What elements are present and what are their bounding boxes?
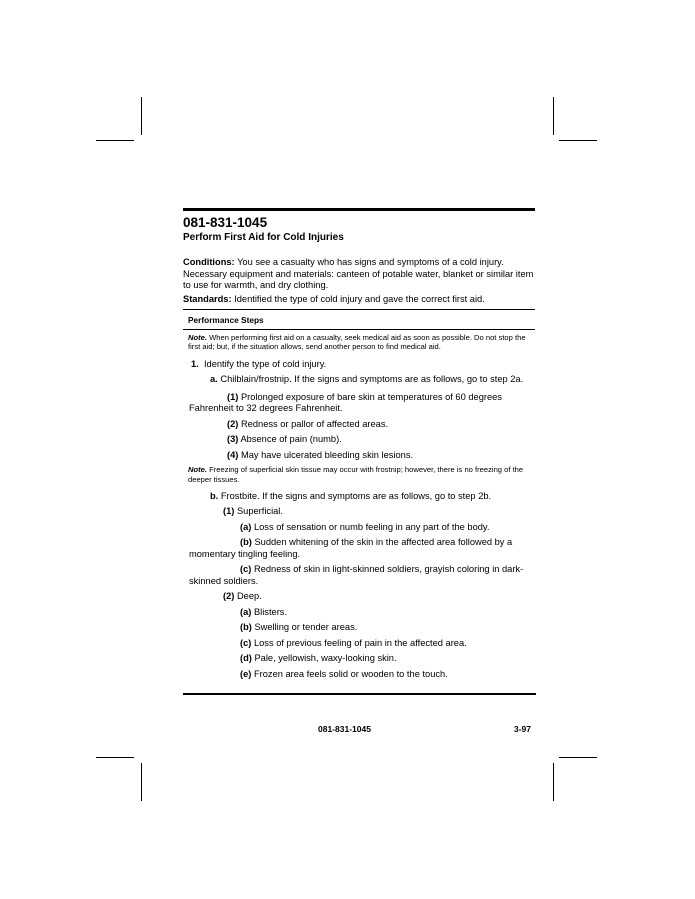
crop-mark-bottom-left-vertical bbox=[141, 763, 142, 801]
standards bbox=[183, 294, 535, 306]
step-1b-deep-item bbox=[183, 622, 535, 634]
step-number: (1) bbox=[223, 506, 235, 517]
step-number: (2) bbox=[223, 591, 235, 602]
step-number: (b) bbox=[240, 622, 252, 633]
step-text: Pale, yellowish, waxy-looking skin. bbox=[254, 653, 397, 664]
conditions-text: You see a casualty who has signs and symptoms of a cold injury. Necessary equipment and materials: canteen of potable water, blanket or similar item to use for warmth, and dry clothing. bbox=[183, 257, 534, 291]
step-text: Identify the type of cold injury. bbox=[203, 358, 327, 369]
note-label: Note. bbox=[188, 465, 207, 475]
top-rule bbox=[183, 208, 535, 211]
step-text: Redness of skin in light-skinned soldiers, grayish coloring in dark-skinned soldiers. bbox=[189, 564, 524, 586]
step-1a-item bbox=[183, 419, 535, 431]
divider bbox=[183, 329, 535, 330]
step-text: May have ulcerated bleeding skin lesions. bbox=[240, 449, 414, 460]
crop-mark-top-left-horizontal bbox=[96, 140, 134, 141]
step-number: (c) bbox=[240, 637, 252, 648]
conditions-label: Conditions: bbox=[183, 257, 235, 267]
step-1b-deep-item bbox=[183, 607, 535, 619]
crop-mark-top-right-vertical bbox=[553, 97, 554, 135]
footer-task-number: 081-831-1045 bbox=[318, 724, 371, 734]
step-1 bbox=[183, 359, 535, 371]
step-number: (3) bbox=[227, 434, 239, 445]
step-text: Superficial. bbox=[236, 506, 283, 517]
step-text: Swelling or tender areas. bbox=[254, 622, 358, 633]
step-text: Prolonged exposure of bare skin at temperatures of 60 degrees Fahrenheit to 32 degrees Fahrenheit. bbox=[189, 391, 502, 414]
step-number: (b) bbox=[240, 537, 252, 548]
step-1b-deep-item bbox=[183, 638, 535, 650]
standards-label: Standards: bbox=[183, 294, 232, 305]
step-text: Loss of previous feeling of pain in the affected area. bbox=[253, 637, 467, 648]
task-document bbox=[183, 208, 535, 680]
note-text: When performing first aid on a casualty, seek medical aid as soon as possible. Do not stop the first aid; but, if the situation allows, send another person to find medical aid. bbox=[188, 332, 526, 352]
note bbox=[183, 465, 535, 484]
step-text: Frozen area feels solid or wooden to the touch. bbox=[253, 668, 448, 679]
step-1b-superficial-item bbox=[183, 522, 535, 534]
step-number: (a) bbox=[240, 521, 252, 532]
step-number: a. bbox=[210, 374, 218, 385]
standards-text: Identified the type of cold injury and gave the correct first aid. bbox=[234, 294, 485, 305]
step-number: (c) bbox=[240, 564, 252, 575]
step-text: Loss of sensation or numb feeling in any part of the body. bbox=[253, 521, 490, 532]
crop-mark-bottom-right-horizontal bbox=[559, 757, 597, 758]
step-number: (e) bbox=[240, 668, 252, 679]
conditions bbox=[183, 257, 535, 292]
step-number: b. bbox=[210, 490, 219, 501]
crop-mark-bottom-left-horizontal bbox=[96, 757, 134, 758]
bottom-rule bbox=[183, 693, 536, 695]
step-1a bbox=[183, 374, 535, 386]
step-1a-item bbox=[183, 392, 535, 415]
step-text: Deep. bbox=[236, 591, 262, 602]
step-number: (d) bbox=[240, 653, 252, 664]
performance-steps-header: Performance Steps bbox=[188, 314, 264, 325]
step-text: Chilblain/frostnip. If the signs and symptoms are as follows, go to step 2a. bbox=[220, 374, 524, 385]
crop-mark-top-left-vertical bbox=[141, 97, 142, 135]
crop-mark-top-right-horizontal bbox=[559, 140, 597, 141]
step-number: (4) bbox=[227, 449, 239, 460]
step-1b-superficial-item bbox=[183, 537, 535, 560]
step-1b bbox=[183, 491, 535, 503]
footer-page-number: 3-97 bbox=[514, 724, 532, 734]
task-title: Perform First Aid for Cold Injuries bbox=[183, 232, 344, 243]
step-text: Sudden whitening of the skin in the affected area followed by a momentary tingling feeling. bbox=[189, 537, 513, 559]
step-number: (a) bbox=[240, 606, 252, 617]
step-number: (1) bbox=[227, 391, 239, 402]
step-1a-item bbox=[183, 434, 535, 446]
step-1b-superficial bbox=[183, 506, 535, 518]
step-text: Blisters. bbox=[253, 606, 288, 617]
step-number: (2) bbox=[227, 418, 239, 429]
step-text: Redness or pallor of affected areas. bbox=[240, 418, 389, 429]
note-text: Freezing of superficial skin tissue may occur with frostnip; however, there is no freezing of the deeper tissues. bbox=[188, 465, 524, 484]
step-text: Absence of pain (numb). bbox=[240, 434, 342, 445]
crop-mark-bottom-right-vertical bbox=[553, 763, 554, 801]
step-1b-deep bbox=[183, 591, 535, 603]
task-number: 081-831-1045 bbox=[183, 215, 268, 230]
step-1a-item bbox=[183, 450, 535, 462]
step-1b-deep-item bbox=[183, 669, 535, 681]
note-label: Note. bbox=[188, 332, 207, 342]
step-number: 1. bbox=[191, 358, 199, 369]
step-1b-deep-item bbox=[183, 653, 535, 665]
note bbox=[183, 333, 535, 352]
step-text: Frostbite. If the signs and symptoms are as follows, go to step 2b. bbox=[220, 490, 492, 501]
step-1b-superficial-item bbox=[183, 564, 535, 587]
